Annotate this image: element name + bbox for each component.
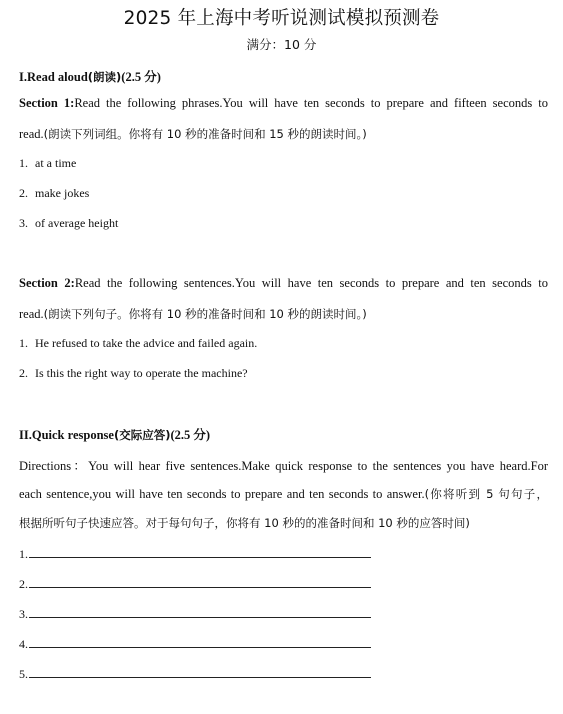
- item-number: 1.: [19, 156, 28, 170]
- item-number: 3.: [19, 216, 28, 230]
- answer-number: 5.: [19, 667, 28, 681]
- item-text: at a time: [35, 156, 77, 170]
- answer-number: 2.: [19, 577, 28, 591]
- answer-blank[interactable]: [29, 635, 371, 648]
- section1-item: [19, 186, 89, 201]
- answer-blank[interactable]: [29, 575, 371, 588]
- answer-line[interactable]: [19, 605, 371, 622]
- page-title: 2025 年上海中考听说测试模拟预测卷: [123, 8, 440, 29]
- section1-instruction-line2: [19, 126, 367, 142]
- item-text: make jokes: [35, 186, 90, 200]
- part2-heading-cn: (交际应答): [113, 428, 171, 442]
- section1-item: [19, 216, 118, 231]
- section2-instruction-line2: [19, 306, 367, 322]
- answer-line[interactable]: [19, 575, 371, 592]
- part1-heading-score: (2.5 分): [121, 70, 161, 84]
- part1-heading-en: I.Read aloud: [19, 70, 88, 84]
- section1-label: Section 1:: [19, 96, 75, 110]
- answer-blank[interactable]: [29, 665, 371, 678]
- section2-item: [19, 336, 257, 351]
- answer-number: 3.: [19, 607, 28, 621]
- part2-directions-cn: (你将听到 5 句句子，: [424, 487, 548, 501]
- section1-instruction-cn: (朗读下列词组。你将有 10 秒的准备时间和 15 秒的朗读时间。): [43, 127, 367, 141]
- page-subtitle: 满分：10 分: [246, 37, 317, 52]
- section1-instruction-text: Read the following phrases.You will have ten seconds to prepare and fifteen seconds to: [74, 96, 548, 110]
- section2-instruction-text: Read the following sentences.You will have ten seconds to prepare and ten seconds to: [74, 276, 548, 290]
- item-number: 2.: [19, 186, 28, 200]
- part2-heading-score: (2.5 分): [170, 428, 211, 442]
- section2-instruction-line1: [19, 276, 548, 291]
- item-text: He refused to take the advice and failed again.: [35, 336, 258, 350]
- item-number: 2.: [19, 366, 28, 380]
- answer-number: 1.: [19, 547, 28, 561]
- answer-blank[interactable]: [29, 545, 371, 558]
- section1-item: [19, 156, 76, 171]
- part2-directions-en: each sentence,you will have ten seconds to prepare and ten seconds to answer.: [19, 487, 425, 501]
- part2-directions-line1: Directions：You will hear five sentences.Make quick response to the sentences you have heard.For: [19, 459, 548, 473]
- part1-heading: [19, 67, 161, 85]
- answer-line[interactable]: [19, 665, 371, 682]
- answer-number: 4.: [19, 637, 28, 651]
- section1-instruction-en: read.: [19, 127, 44, 141]
- section1-instruction-line1: [19, 96, 548, 111]
- answer-line[interactable]: [19, 635, 371, 652]
- part2-directions-line3: 根据所听句子快速应答。对于每句句子，你将有 10 秒的的准备时间和 10 秒的应答时间): [19, 516, 470, 530]
- section2-label: Section 2:: [19, 276, 75, 290]
- part2-directions-line2: [19, 486, 548, 502]
- answer-blank[interactable]: [29, 605, 371, 618]
- answer-line[interactable]: [19, 545, 371, 562]
- item-text: Is this the right way to operate the machine?: [35, 366, 248, 380]
- part2-heading: [19, 425, 210, 443]
- section2-instruction-en: read.: [19, 307, 44, 321]
- part2-heading-en: II.Quick response: [19, 428, 114, 442]
- part1-heading-cn: (朗读): [87, 70, 122, 84]
- item-number: 1.: [19, 336, 28, 350]
- section2-instruction-cn: (朗读下列句子。你将有 10 秒的准备时间和 10 秒的朗读时间。): [43, 307, 367, 321]
- section2-item: [19, 366, 248, 381]
- item-text: of average height: [35, 216, 119, 230]
